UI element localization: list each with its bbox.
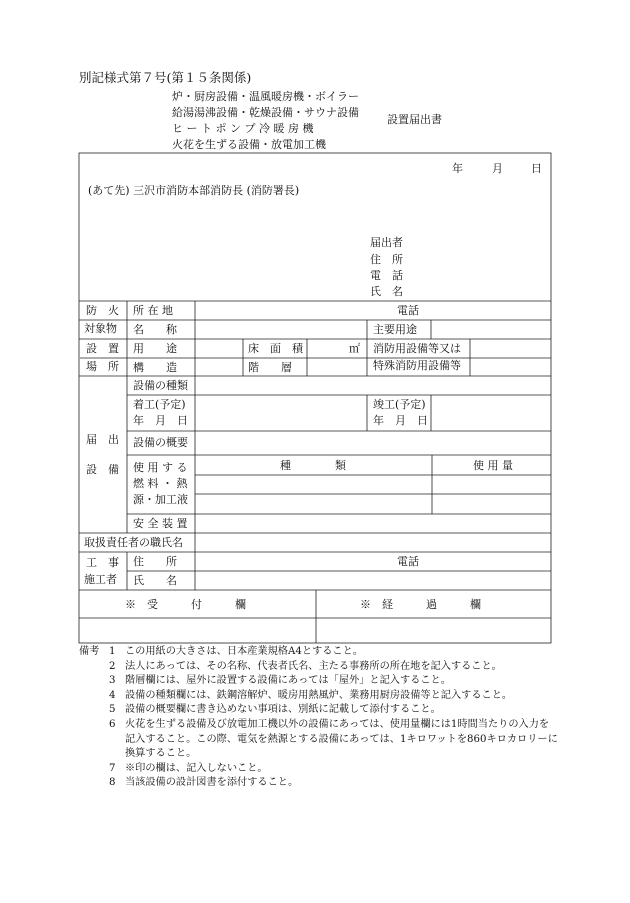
place-label-2: 場 所 — [86, 360, 119, 373]
start-label: 着工(予定) — [133, 398, 186, 411]
note-number: 8 — [109, 777, 116, 789]
notes-title: 備考 — [79, 646, 100, 657]
place-label-1: 設 置 — [86, 342, 119, 355]
date-day: 日 — [531, 162, 542, 175]
equipment-type-3: ヒ ー ト ポ ン プ 冷 暖 房 機 — [172, 122, 314, 135]
safety-label: 安 全 装 置 — [133, 517, 188, 530]
equipment-type-label: 設備の種類 — [133, 379, 188, 392]
floor-label: 階 層 — [248, 361, 292, 374]
floor-area-label: 床 面 積 — [248, 342, 303, 355]
date-month: 月 — [492, 162, 503, 175]
phone-label: 電 話 — [370, 269, 403, 282]
name-label: 氏 名 — [370, 285, 403, 298]
fuel-label-2: 燃 料 ・ 熱 — [133, 477, 188, 490]
notes-section — [79, 645, 559, 791]
contractor-name-label: 氏 名 — [133, 574, 177, 587]
use-label: 用 途 — [133, 342, 177, 355]
location-phone-label: 電話 — [397, 304, 419, 317]
reception-label: ※ 受 付 欄 — [125, 598, 246, 611]
note-text: 当該設備の設計図書を添付すること。 — [125, 777, 299, 789]
fire-equipment-label-1: 消防用設備等又は — [373, 342, 461, 355]
area-unit: ㎡ — [349, 342, 360, 355]
manager-label: 取扱責任者の職氏名 — [84, 536, 183, 549]
note-text: 火花を生ずる設備及び放電加工機以外の設備にあっては、使用量欄には1時間当たりの入力を記入すること。この際、電気を熱源とする設備にあっては、1キロワットを860キロカロリーに換算すること。 — [125, 718, 558, 760]
completion-date-label: 年 月 日 — [373, 414, 428, 427]
target-label-2: 対象物 — [84, 322, 117, 335]
note-text: 設備の概要欄に書き込めない事項は、別紙に記載して添付すること。 — [125, 704, 441, 716]
form-number: 別記様式第７号(第１５条関係) — [79, 70, 252, 85]
completion-label: 竣工(予定) — [373, 398, 426, 411]
contractor-address-label: 住 所 — [133, 555, 177, 568]
document-title: 設置届出書 — [387, 113, 442, 126]
start-date-label: 年 月 日 — [133, 414, 188, 427]
contractor-label-2: 施工者 — [84, 573, 117, 586]
fuel-label-3: 源・加工液 — [133, 493, 188, 506]
note-text: 法人にあっては、その名称、代表者氏名、主たる事務所の所在地を記入すること。 — [125, 660, 502, 672]
equipment-type-1: 炉・厨房設備・温風暖房機・ボイラー — [172, 90, 359, 103]
fuel-label-1: 使 用 す る — [133, 461, 188, 474]
addressee: (あて先) 三沢市消防本部消防長 (消防署長) — [88, 184, 300, 197]
note-number: 1 — [109, 646, 116, 657]
target-label-1: 防 火 — [86, 304, 119, 317]
contractor-phone-label: 電話 — [397, 555, 419, 568]
note-text: この用紙の大きさは、日本産業規格A4とすること。 — [125, 646, 363, 657]
note-number: 3 — [109, 675, 116, 687]
note-text: 設備の種類欄には、鉄鋼溶解炉、暖房用熱風炉、業務用厨房設備等と記入すること。 — [125, 689, 513, 701]
note-number: 5 — [109, 704, 116, 716]
note-text: ※印の欄は、記入しないこと。 — [125, 762, 268, 774]
progress-label: ※ 経 過 欄 — [360, 598, 481, 611]
notice-label: 届 出 — [86, 433, 119, 446]
overview-label: 設備の概要 — [133, 436, 188, 449]
applicant-label: 届出者 — [370, 236, 403, 249]
note-number: 7 — [109, 762, 116, 774]
usage-header: 使 用 量 — [473, 459, 513, 472]
main-use-label: 主要用途 — [373, 323, 417, 336]
equipment-type-4: 火花を生ずる設備・放電加工機 — [172, 138, 326, 151]
facility-name-label: 名 称 — [133, 323, 177, 336]
structure-label: 構 造 — [133, 361, 177, 374]
fire-equipment-label-2: 特殊消防用設備等 — [373, 359, 461, 372]
address-label: 住 所 — [370, 253, 403, 266]
kind-header: 種 類 — [280, 459, 346, 472]
equipment-type-2: 給湯湯沸設備・乾燥設備・サウナ設備 — [172, 106, 359, 119]
note-number: 4 — [109, 689, 116, 701]
location-label: 所 在 地 — [133, 304, 173, 317]
note-number: 6 — [109, 718, 116, 730]
date-year: 年 — [452, 162, 463, 175]
note-text: 階層欄には、屋外に設置する設備にあっては「屋外」と記入すること。 — [125, 675, 451, 687]
equipment-label: 設 備 — [86, 463, 119, 476]
contractor-label-1: 工 事 — [86, 556, 119, 569]
note-number: 2 — [109, 660, 116, 672]
